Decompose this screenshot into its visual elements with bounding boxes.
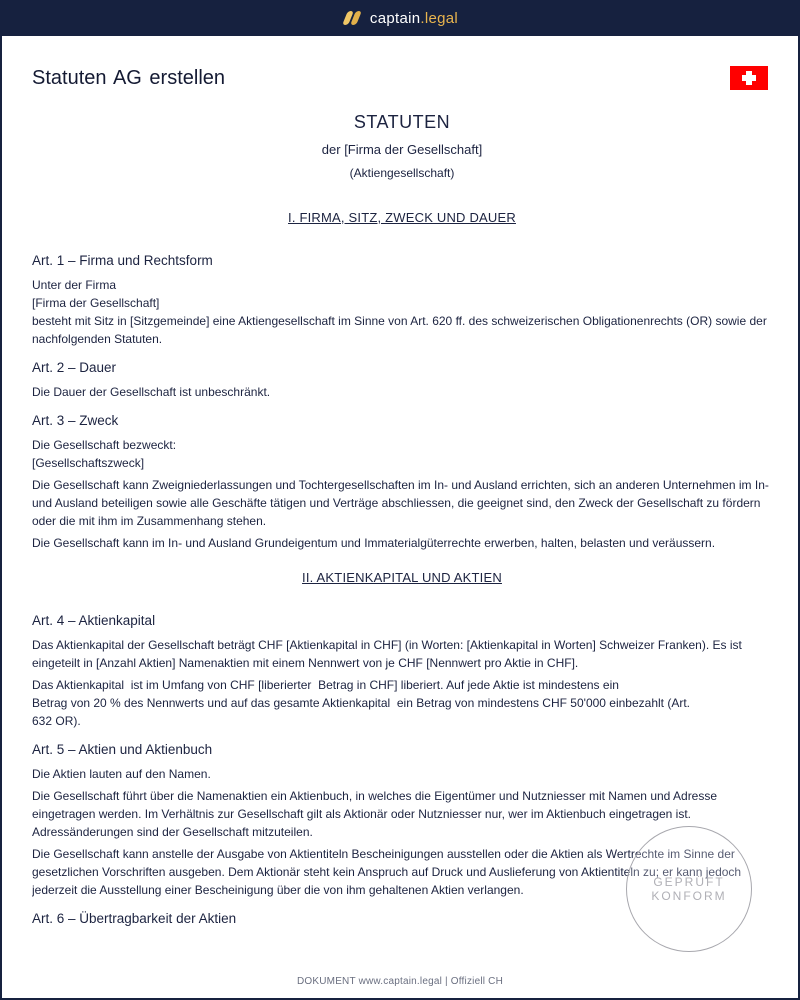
swiss-flag-icon (730, 66, 768, 90)
article-4 (32, 613, 772, 730)
article-paragraph: Das Aktienkapital ist im Umfang von CHF [liberierter Betrag in CHF] liberiert. Auf jede Aktie ist mindestens ein Betrag von 20 % des Nennwerts und auf das gesamte Aktienkapital ein Betrag von mindestens CHF 50'000 einbezahlt (Art. 632 OR). (32, 678, 691, 728)
brand[interactable] (342, 10, 458, 27)
article-1 (32, 253, 772, 348)
stamp-line-2: KONFORM (651, 889, 727, 903)
article-title: Art. 1 – Firma und Rechtsform (32, 253, 213, 268)
article-paragraph: Die Dauer der Gesellschaft ist unbeschränkt. (32, 385, 271, 399)
article-2 (32, 360, 772, 401)
page-header (32, 66, 768, 90)
document-subtitle: der [Firma der Gesellschaft] (321, 142, 483, 157)
brand-logo-icon (342, 10, 362, 26)
article-paragraph: Die Gesellschaft kann Zweigniederlassungen und Tochtergesellschaften im In- und Ausland errichten, sich an anderen Unternehmen im In- und Ausland beteiligen sowie alle Geschäfte tätigen und Verträge abschliessen, die geeignet sind, den Zweck der Gesellschaft zu fördern oder die mit ihm im Zusammenhang stehen. (32, 478, 769, 528)
section-heading-1: I. FIRMA, SITZ, ZWECK UND DAUER (288, 210, 516, 225)
document-body (32, 112, 772, 946)
document-footer: DOKUMENT www.captain.legal | Offiziell CH (296, 976, 504, 987)
page-title: Statuten AG erstellen (32, 66, 226, 89)
article-paragraph: Unter der Firma [Firma der Gesellschaft] besteht mit Sitz in [Sitzgemeinde] eine Aktiengesellschaft im Sinne von Art. 620 ff. des schweizerischen Obligationenrechts (OR) sowie der nachfolgenden Statuten. (32, 278, 767, 346)
article-paragraph: Die Aktien lauten auf den Namen. (32, 767, 211, 781)
article-title: Art. 2 – Dauer (32, 360, 117, 375)
document-title: STATUTEN (353, 112, 451, 132)
approval-stamp (626, 826, 752, 952)
document-sheet (2, 36, 798, 998)
article-title: Art. 3 – Zweck (32, 413, 119, 428)
brand-name: captain.legal (369, 9, 459, 27)
article-paragraph: Die Gesellschaft kann anstelle der Ausgabe von Aktientiteln Bescheinigungen ausstellen oder die Aktien als Wertrechte im Sinne der gesetzlichen Vorschriften ausgeben. Dem Aktionär steht kein Anspruch auf Druck und Auslieferung von Aktientiteln zu; er kann jedoch jederzeit die Ausstellung einer Bescheinigung über die von ihm gehaltenen Aktien verlangen. (32, 847, 742, 897)
section-heading-2: II. AKTIENKAPITAL UND AKTIEN (302, 570, 502, 585)
article-title: Art. 4 – Aktienkapital (32, 613, 156, 628)
stamp-line-1: GEPRÜFT (653, 875, 725, 889)
article-paragraph: Das Aktienkapital der Gesellschaft beträgt CHF [Aktienkapital in CHF] (in Worten: [Aktienkapital in Worten] Schweizer Franken). Es ist eingeteilt in [Anzahl Aktien] Namenaktien mit einem Nennwert von je CHF [Nennwert pro Aktie in CHF]. (32, 638, 742, 670)
article-title: Art. 6 – Übertragbarkeit der Aktien (32, 911, 237, 926)
article-paragraph: Die Gesellschaft kann im In- und Ausland Grundeigentum und Immaterialgüterrechte erwerben, halten, belasten und veräussern. (32, 536, 716, 550)
article-3 (32, 413, 772, 552)
document-legal-form: (Aktiengesellschaft) (349, 166, 455, 180)
article-title: Art. 5 – Aktien und Aktienbuch (32, 742, 213, 757)
article-paragraph: Die Gesellschaft bezweckt: [Gesellschaftszweck] (32, 438, 177, 470)
top-bar (0, 0, 800, 36)
article-paragraph: Die Gesellschaft führt über die Namenaktien ein Aktienbuch, in welches die Eigentümer und Nutzniesser mit Namen und Adresse eingetragen werden. Im Verhältnis zur Gesellschaft gilt als Aktionär oder Nutzniesser nur, wer im Aktienbuch eingetragen ist. Adressänderungen sind der Gesellschaft mitzuteilen. (32, 789, 718, 839)
